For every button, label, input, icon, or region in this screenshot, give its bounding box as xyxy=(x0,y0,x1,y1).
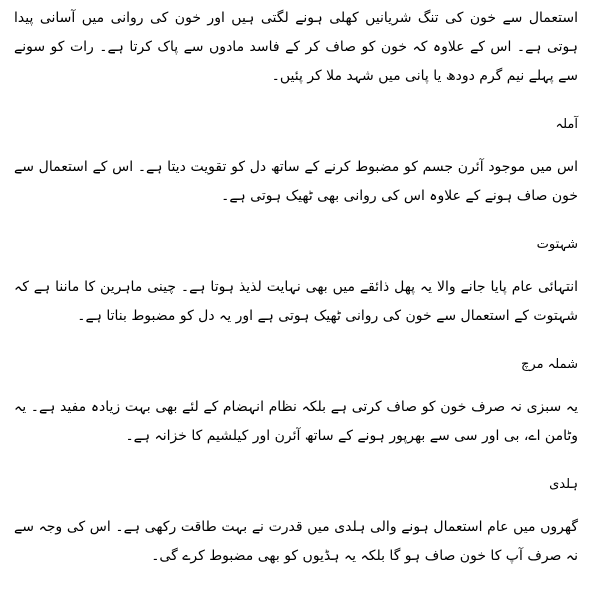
spacer xyxy=(14,255,578,273)
article-page xyxy=(0,4,600,600)
spacer xyxy=(14,495,578,513)
section-paragraph-turmeric: گھروں میں عام استعمال ہونے والی ہلدی میں قدرت نے بہت طاقت رکھی ہے۔ اس کی وجہ سے نہ صرف آپ کا خون صاف ہو گا بلکہ یہ ہڈیوں کو بھی مضبوط کرے گی۔ xyxy=(14,519,578,564)
section-paragraph-amla: اس میں موجود آئرن جسم کو مضبوط کرنے کے ساتھ دل کو تقویت دیتا ہے۔ اس کے استعمال سے خون صاف ہونے کے علاوہ اس کی روانی بھی ٹھیک ہوتی ہے۔ xyxy=(14,159,578,204)
section-heading-capsicum: شملہ مرچ xyxy=(521,357,578,372)
section-paragraph-capsicum: یہ سبزی نہ صرف خون کو صاف کرتی ہے بلکہ نظام انہضام کے لئے بھی بہت زیادہ مفید ہے۔ یہ وٹامن اے، بی اور سی سے بھرپور ہونے کے ساتھ آئرن اور کیلشیم کا خزانہ ہے۔ xyxy=(14,399,578,444)
intro-paragraph: استعمال سے خون کی تنگ شریانیں کھلی ہونے لگتی ہیں اور خون کی روانی میں آسانی پیدا ہوتی ہے۔ اس کے علاوہ کہ خون کو صاف کر کے فاسد مادوں سے پاک کرتا ہے۔ رات کو سونے سے پہلے نیم گرم دودھ یا پانی میں شہد ملا کر پئیں۔ xyxy=(14,10,578,84)
section-heading-mulberry: شہتوت xyxy=(536,237,578,252)
spacer xyxy=(14,211,578,235)
spacer xyxy=(14,451,578,475)
section-heading-amla: آملہ xyxy=(555,117,578,132)
spacer xyxy=(14,331,578,355)
spacer xyxy=(14,135,578,153)
spacer xyxy=(14,375,578,393)
section-paragraph-mulberry: انتہائی عام پایا جانے والا یہ پھل ذائقے میں بھی نہایت لذیذ ہوتا ہے۔ چینی ماہرین کا ماننا ہے کہ شہتوت کے استعمال سے خون کی روانی ٹھیک ہوتی ہے اور یہ دل کو مضبوط بناتا ہے۔ xyxy=(14,279,578,324)
spacer xyxy=(14,91,578,115)
section-heading-turmeric: ہلدی xyxy=(549,477,578,492)
